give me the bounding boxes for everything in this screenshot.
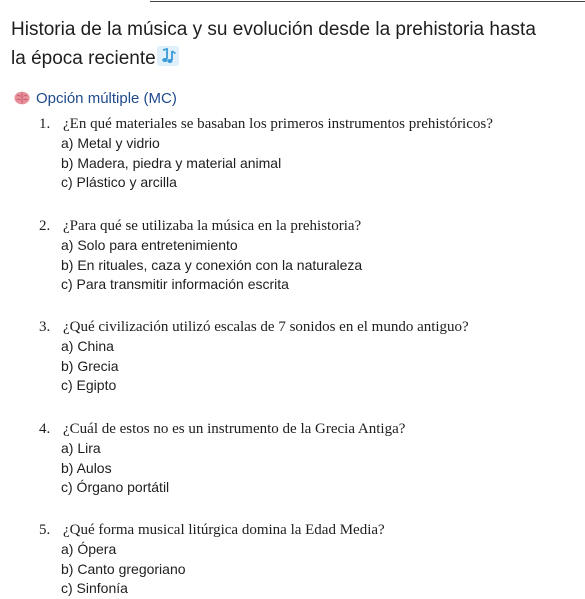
option-b: b) En rituales, caza y conexión con la naturaleza [61, 256, 363, 273]
question-stem [39, 116, 585, 134]
option-a: a) China [61, 338, 114, 354]
section-label: Opción múltiple (MC) [36, 90, 177, 107]
option-list [61, 540, 585, 599]
question-text: ¿Para qué se utilizaba la música en la prehistoria? [63, 218, 362, 234]
question-1 [39, 116, 585, 193]
option-a: a) Lira [61, 440, 101, 456]
top-divider [150, 1, 585, 2]
option-a: a) Metal y vidrio [61, 135, 160, 151]
question-number: 1. [39, 116, 51, 132]
option-b: b) Madera, piedra y material animal [61, 154, 282, 171]
question-text: ¿Cuál de estos no es un instrumento de la Grecia Antiga? [63, 421, 406, 437]
title-line-2-text: la época reciente [11, 48, 156, 69]
question-stem [39, 218, 585, 236]
option-c: c) Órgano portátil [61, 479, 170, 495]
question-number: 5. [39, 522, 51, 538]
option-c: c) Egipto [61, 377, 117, 393]
musical-notes-icon [157, 46, 179, 75]
question-text: ¿Qué forma musical litúrgica domina la Edad Media? [63, 522, 385, 538]
question-2 [39, 218, 585, 295]
question-4 [39, 421, 585, 498]
option-a: a) Solo para entretenimiento [61, 237, 238, 253]
option-b: b) Canto gregoriano [61, 560, 186, 577]
question-stem [39, 421, 585, 439]
question-5 [39, 522, 585, 599]
option-a: a) Ópera [61, 541, 117, 557]
question-text: ¿Qué civilización utilizó escalas de 7 sonidos en el mundo antiguo? [63, 319, 469, 335]
question-number: 2. [39, 218, 51, 234]
option-list [61, 236, 585, 295]
option-c: c) Para transmitir información escrita [61, 276, 289, 292]
question-stem [39, 522, 585, 540]
question-stem [39, 319, 585, 337]
page-title [11, 15, 585, 75]
section-header [14, 89, 177, 109]
question-text: ¿En qué materiales se basaban los primeros instrumentos prehistóricos? [63, 116, 493, 132]
option-c: c) Sinfonía [61, 580, 128, 596]
option-c: c) Plástico y arcilla [61, 174, 177, 190]
title-line-2 [11, 44, 585, 75]
title-line-1: Historia de la música y su evolución desde la prehistoria hasta [11, 19, 536, 40]
question-number: 4. [39, 421, 51, 437]
option-list [61, 134, 585, 193]
option-list [61, 439, 585, 498]
question-3 [39, 319, 585, 396]
option-b: b) Grecia [61, 357, 119, 374]
option-b: b) Aulos [61, 459, 112, 476]
question-number: 3. [39, 319, 51, 335]
option-list [61, 337, 585, 396]
brain-icon [14, 91, 30, 105]
